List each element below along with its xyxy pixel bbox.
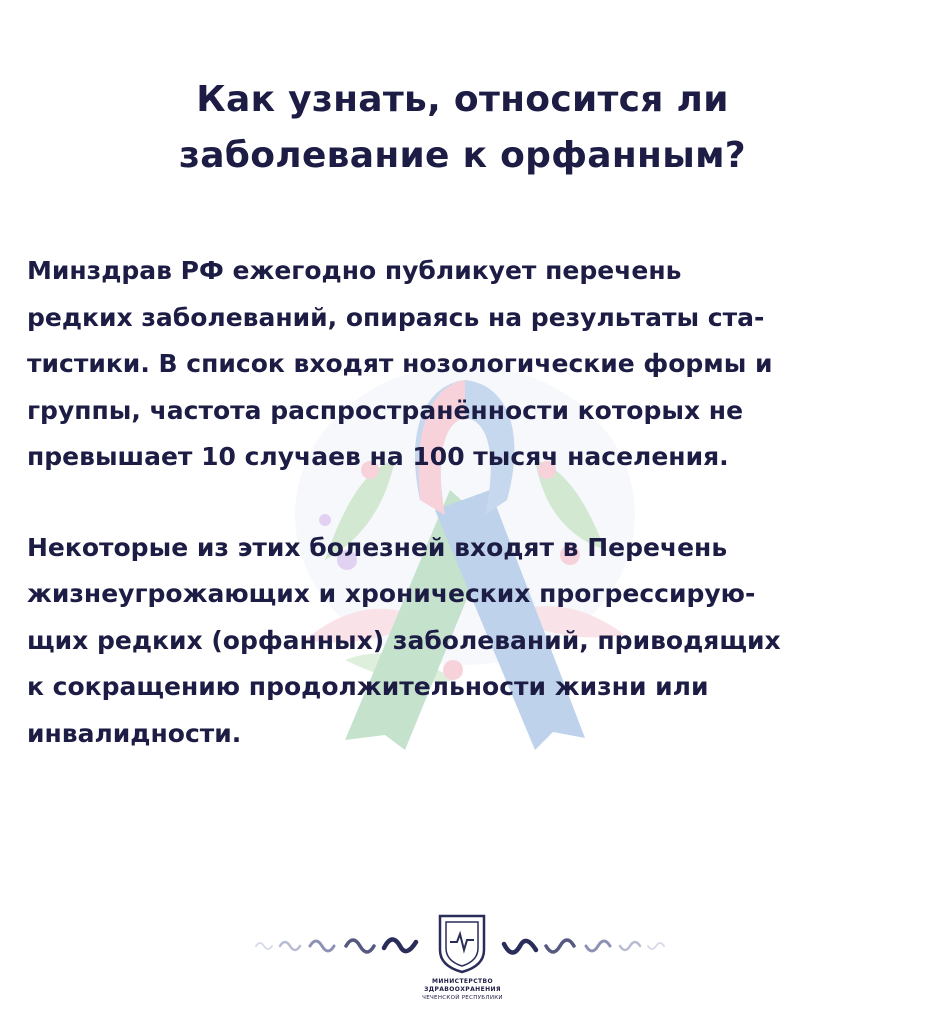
paragraph-line: Минздрав РФ ежегодно публикует перечень	[27, 256, 682, 285]
ministry-name	[0, 978, 925, 1002]
ministry-line-2: ЗДРАВООХРАНЕНИЯ	[424, 986, 501, 993]
paragraph-line: инвалидности.	[27, 718, 242, 748]
footer	[0, 912, 925, 1012]
paragraph-line: редких заболеваний, опираясь на результаты ста-	[27, 302, 765, 332]
paragraph-line: Некоторые из этих болезней входят в Перечень	[27, 532, 728, 562]
swirl-ornament-icon	[252, 924, 422, 964]
paragraph-line: жизнеугрожающих и хронических прогрессирую-	[27, 579, 756, 608]
ministry-line-1: МИНИСТЕРСТВО	[432, 978, 493, 985]
ministry-line-3: ЧЕЧЕНСКОЙ РЕСПУБЛИКИ	[422, 995, 503, 1001]
paragraph-1	[27, 248, 907, 481]
paragraph-2	[27, 525, 907, 758]
title-line-1: Как узнать, относится ли	[196, 79, 729, 120]
paragraph-line: тистики. В список входят нозологические формы и	[27, 349, 773, 378]
paragraph-line: превышает 10 случаев на 100 тысяч населения.	[27, 442, 729, 471]
paragraph-line: к сокращению продолжительности жизни или	[27, 672, 709, 701]
paragraph-line: группы, частота распространённости которых не	[27, 395, 744, 425]
body-text	[27, 248, 907, 757]
swirl-ornament-icon	[498, 924, 668, 964]
ministry-emblem-icon	[434, 912, 490, 974]
title-line-2: заболевание к орфанным?	[179, 135, 746, 176]
page-title	[0, 72, 925, 184]
paragraph-line: щих редких (орфанных) заболеваний, приводящих	[27, 625, 781, 655]
